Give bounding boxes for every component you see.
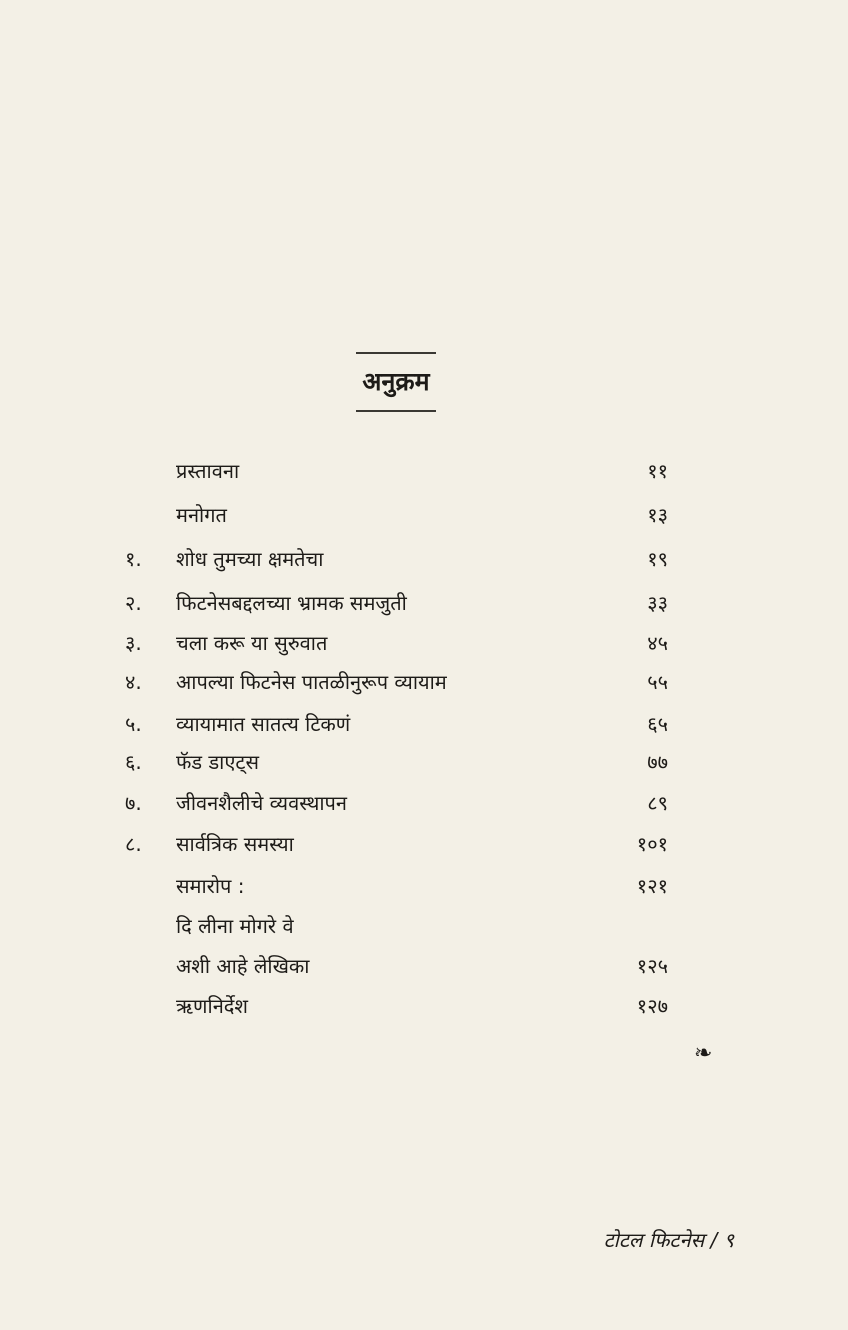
toc-page: १९ [647, 547, 668, 571]
toc-row [0, 988, 848, 1024]
toc-title: प्रस्तावना [176, 459, 240, 483]
toc-page: ४५ [647, 631, 668, 655]
toc-title: समारोप : [176, 874, 245, 898]
toc-number: ४. [125, 670, 142, 694]
toc-row [0, 744, 848, 780]
toc-title: व्यायामात सातत्य टिकणं [176, 712, 351, 736]
toc-row [0, 585, 848, 621]
toc-page: ६५ [647, 712, 668, 736]
toc-number: २. [125, 591, 142, 615]
toc-title: फिटनेसबद्दलच्या भ्रामक समजुती [176, 591, 407, 615]
toc-title: शोध तुमच्या क्षमतेचा [176, 547, 324, 571]
toc-title: दि लीना मोगरे वे [176, 914, 294, 938]
page-footer: टोटल फिटनेस / ९ [603, 1228, 734, 1252]
toc-title: आपल्या फिटनेस पातळीनुरूप व्यायाम [176, 670, 447, 694]
toc-page: १०१ [636, 832, 668, 856]
toc-title: जीवनशैलीचे व्यवस्थापन [176, 791, 347, 815]
toc-page: ८९ [647, 791, 668, 815]
toc-page: १२५ [636, 954, 668, 978]
toc-row [0, 868, 848, 904]
toc-number: ३. [125, 631, 142, 655]
toc-number: ७. [125, 791, 142, 815]
toc-page: १३ [647, 503, 668, 527]
toc-page: १२१ [636, 874, 668, 898]
toc-page: ७७ [647, 750, 668, 774]
ornament-icon: ❧ [694, 1041, 713, 1066]
toc-title: मनोगत [176, 503, 227, 527]
toc-number: ६. [125, 750, 142, 774]
toc-page: ११ [647, 459, 668, 483]
toc-page: १२७ [636, 994, 668, 1018]
toc-title: ऋणनिर्देश [176, 994, 249, 1018]
toc-page: ५५ [647, 670, 668, 694]
toc-row [0, 908, 848, 944]
toc-row [0, 664, 848, 700]
toc-number: ८. [125, 832, 142, 856]
toc-row [0, 706, 848, 742]
toc-row [0, 826, 848, 862]
contents-heading: अनुक्रम [362, 367, 430, 396]
toc-row [0, 785, 848, 821]
toc-number: ५. [125, 712, 142, 736]
toc-number: १. [125, 547, 142, 571]
toc-row [0, 625, 848, 661]
toc-title: चला करू या सुरुवात [176, 631, 328, 655]
toc-title: अशी आहे लेखिका [176, 954, 310, 978]
toc-title: फॅड डाएट्स [176, 750, 260, 774]
toc-row [0, 948, 848, 984]
toc-row [0, 541, 848, 577]
toc-row [0, 497, 848, 533]
toc-row [0, 453, 848, 489]
toc-page: ३३ [647, 591, 668, 615]
toc-title: सार्वत्रिक समस्या [176, 832, 294, 856]
